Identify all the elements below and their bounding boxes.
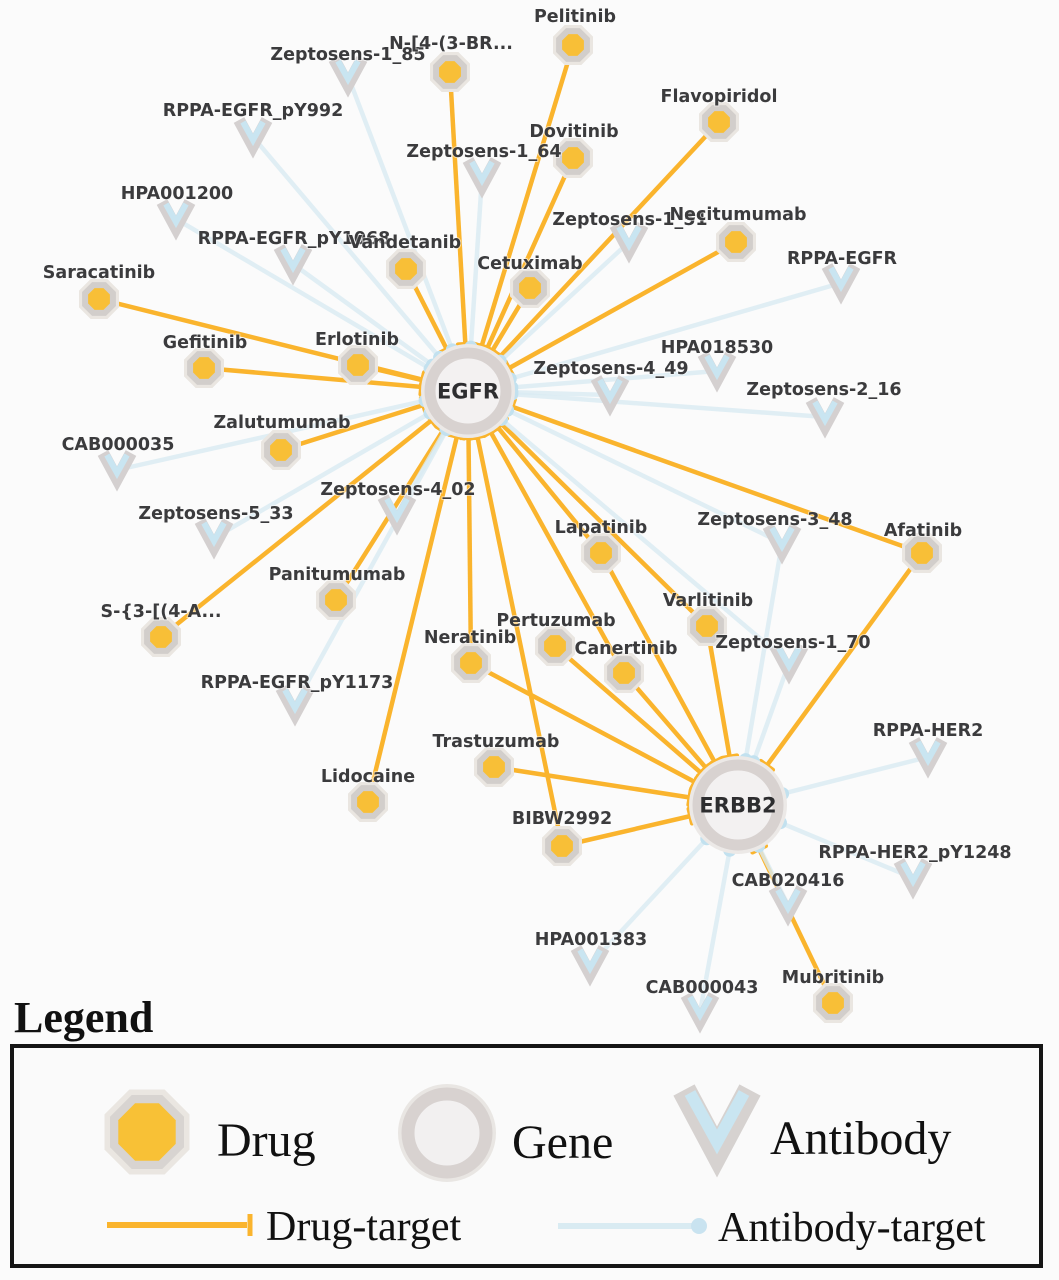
antibody-label: RPPA-EGFR_pY1068 <box>197 229 391 249</box>
drug-node <box>908 539 936 567</box>
drug-node <box>436 58 464 86</box>
drug-node <box>147 623 175 651</box>
drug-node <box>354 788 382 816</box>
drug-node <box>85 285 113 313</box>
drug-node <box>587 539 615 567</box>
antibody-label: CAB000035 <box>61 435 175 455</box>
legend-drug-label: Drug <box>217 1114 316 1167</box>
legend-antibody-label: Antibody <box>770 1112 952 1165</box>
antibody-label: Zeptosens-4_49 <box>533 359 689 379</box>
legend-antibody-target-label: Antibody-target <box>718 1205 986 1251</box>
antibody-label: RPPA-HER2 <box>872 721 984 741</box>
legend-title: Legend <box>14 993 154 1042</box>
drug-label: Afatinib <box>883 521 963 541</box>
antibody-label: Zeptosens-4_02 <box>320 480 476 500</box>
drug-label: Flavopiridol <box>660 87 778 107</box>
drug-node <box>722 228 750 256</box>
legend-drug-target-label: Drug-target <box>266 1204 462 1250</box>
drug-label: Zalutumumab <box>213 413 351 433</box>
drug-node <box>610 659 638 687</box>
drug-label: Lapatinib <box>554 518 648 538</box>
drug-node <box>516 274 544 302</box>
gene-label: ERBB2 <box>699 793 777 818</box>
antibody-label: Zeptosens-1_85 <box>270 45 426 65</box>
drug-label: Dovitinib <box>529 122 619 142</box>
legend-gene-circle-icon <box>400 1086 494 1180</box>
antibody-label: Zeptosens-3_48 <box>697 510 853 530</box>
drug-label: Pelitinib <box>533 7 617 27</box>
antibody-label: Zeptosens-1_70 <box>715 633 871 653</box>
drug-label: Lidocaine <box>320 767 416 787</box>
drug-node <box>322 586 350 614</box>
antibody-label: HPA001383 <box>534 930 648 950</box>
drug-label: S-{3-[(4-A... <box>100 602 222 622</box>
drug-node <box>819 989 847 1017</box>
drug-node <box>559 144 587 172</box>
drug-label: Cetuximab <box>477 254 583 274</box>
antibody-label: HPA001200 <box>120 184 234 204</box>
drug-node <box>457 649 485 677</box>
drug-label: Pertuzumab <box>496 611 616 631</box>
antibody-label: RPPA-EGFR_pY1173 <box>200 673 394 693</box>
antibody-label: CAB000043 <box>645 978 759 998</box>
antibody-label: Zeptosens-2_16 <box>746 380 902 400</box>
drug-node <box>267 436 295 464</box>
drug-label: Erlotinib <box>315 330 399 350</box>
antibody-label: RPPA-EGFR_pY992 <box>162 101 344 121</box>
drug-label: Panitumumab <box>268 565 406 585</box>
antibody-label: HPA018530 <box>660 338 774 358</box>
antibody-label: Zeptosens-5_33 <box>138 504 294 524</box>
legend-gene-label: Gene <box>512 1116 614 1169</box>
drug-label: Canertinib <box>574 639 678 659</box>
drug-node <box>190 354 218 382</box>
drug-label: Saracatinib <box>42 263 156 283</box>
drug-node <box>548 832 576 860</box>
drug-node <box>392 255 420 283</box>
antibody-label: Zeptosens-1_51 <box>552 210 708 230</box>
drug-label: Neratinib <box>423 628 517 648</box>
antibody-label: RPPA-HER2_pY1248 <box>818 843 1012 863</box>
drug-label: Gefitinib <box>162 333 248 353</box>
drug-label: N-[4-(3-BR... <box>389 34 513 54</box>
gene-label: EGFR <box>436 379 500 404</box>
antibody-label: RPPA-EGFR <box>786 249 898 269</box>
drug-node <box>541 632 569 660</box>
antibody-label: Zeptosens-1_64 <box>406 142 562 162</box>
drug-label: Trastuzumab <box>432 732 560 752</box>
legend-drug-octagon-icon <box>105 1090 190 1175</box>
drug-label: Mubritinib <box>781 968 885 988</box>
drug-label: Varlitinib <box>662 591 754 611</box>
drug-label: BIBW2992 <box>511 809 613 829</box>
drug-node <box>480 753 508 781</box>
antibody-label: CAB020416 <box>731 871 845 891</box>
drug-node <box>344 351 372 379</box>
drug-node <box>705 108 733 136</box>
drug-label: Necitumumab <box>669 205 807 225</box>
drug-node <box>559 31 587 59</box>
drug-label: Vandetanib <box>348 233 462 253</box>
